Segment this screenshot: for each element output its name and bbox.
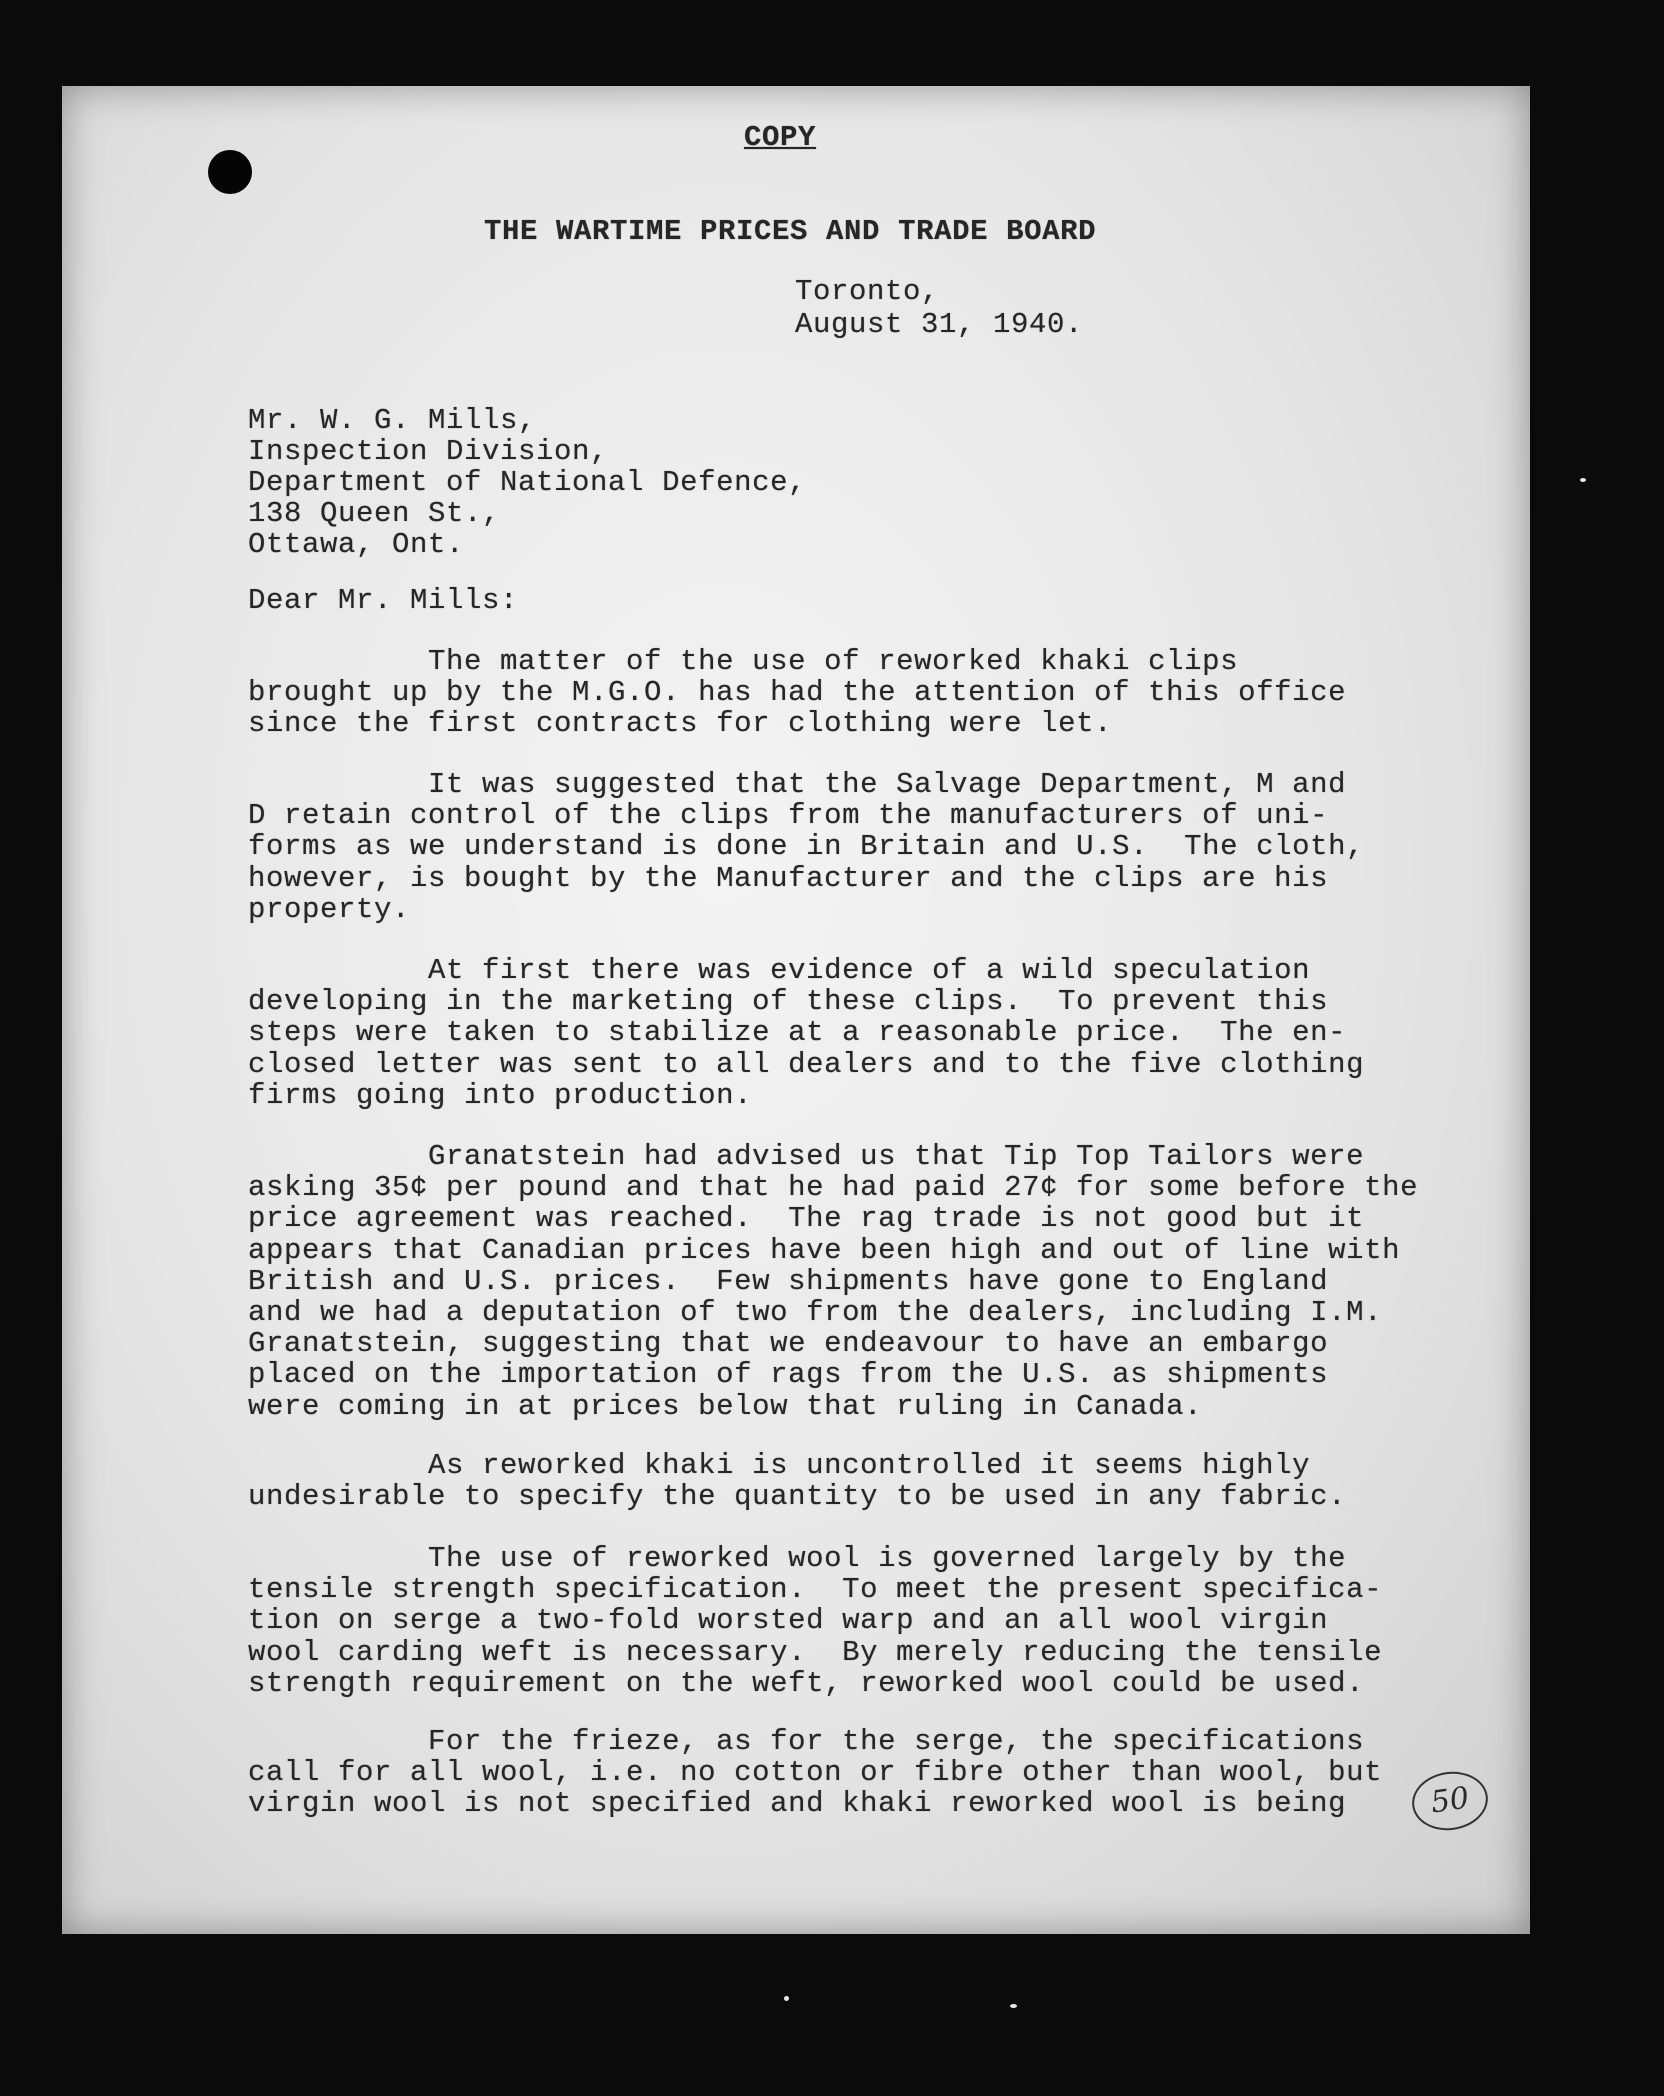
salutation: Dear Mr. Mills:: [248, 584, 519, 617]
address-line: Ottawa, Ont.: [248, 528, 465, 561]
body-paragraph: The matter of the use of reworked khaki clips brought up by the M.G.O. has had the attention of this office since the first contracts for clothing were let.: [248, 645, 1347, 741]
body-paragraph: Granatstein had advised us that Tip Top Tailors were asking 35¢ per pound and that he had paid 27¢ for some before the price agreement was reached. The rag trade is not good but it appears that Canadian prices have been high and out of line with British and U.S. prices. Few shipments have gone to England and we had a deputation of two from the dealers, including I.M. Granatstein, suggesting that we endeavour to have an embargo placed on the importation of rags from the U.S. as shipments were coming in at prices below that ruling in Canada.: [248, 1140, 1419, 1423]
body-paragraph: The use of reworked wool is governed largely by the tensile strength specification. To meet the present specifica- tion on serge a two-fold worsted warp and an all wool virgin wool carding weft is necessary. By merely reducing the tensile strength requirement on the weft, reworked wool could be used.: [248, 1542, 1383, 1700]
scan-speck: [784, 1996, 789, 2001]
recipient-address: [248, 405, 806, 560]
scan-speck: [1580, 478, 1586, 482]
letter-place: Toronto,: [795, 275, 940, 308]
address-line: Mr. W. G. Mills,: [248, 404, 537, 437]
handwritten-page-number: 50: [1408, 1767, 1491, 1835]
body-paragraph: It was suggested that the Salvage Department, M and D retain control of the clips from the manufacturers of uni- forms as we understand is done in Britain and U.S. The cloth, however, is bought by the Manufacturer and the clips are his property.: [248, 768, 1365, 926]
body-paragraph: At first there was evidence of a wild speculation developing in the marketing of these clips. To prevent this steps were taken to stabilize at a reasonable price. The en- closed letter was sent to all dealers and to the five clothing firms going into production.: [248, 954, 1365, 1112]
body-paragraph: For the frieze, as for the serge, the specifications call for all wool, i.e. no cotton or fibre other than wool, but virgin wool is not specified and khaki reworked wool is being: [248, 1725, 1383, 1821]
address-line: 138 Queen St.,: [248, 497, 501, 530]
body-paragraph: As reworked khaki is uncontrolled it seems highly undesirable to specify the quantity to be used in any fabric.: [248, 1449, 1347, 1514]
letterhead: THE WARTIME PRICES AND TRADE BOARD: [484, 215, 1097, 248]
punch-hole: [208, 150, 252, 194]
letter-date: August 31, 1940.: [795, 308, 1084, 341]
copy-label: COPY: [744, 121, 817, 154]
address-line: Inspection Division,: [248, 435, 609, 468]
address-line: Department of National Defence,: [248, 466, 807, 499]
scan-speck: [1010, 2004, 1017, 2008]
